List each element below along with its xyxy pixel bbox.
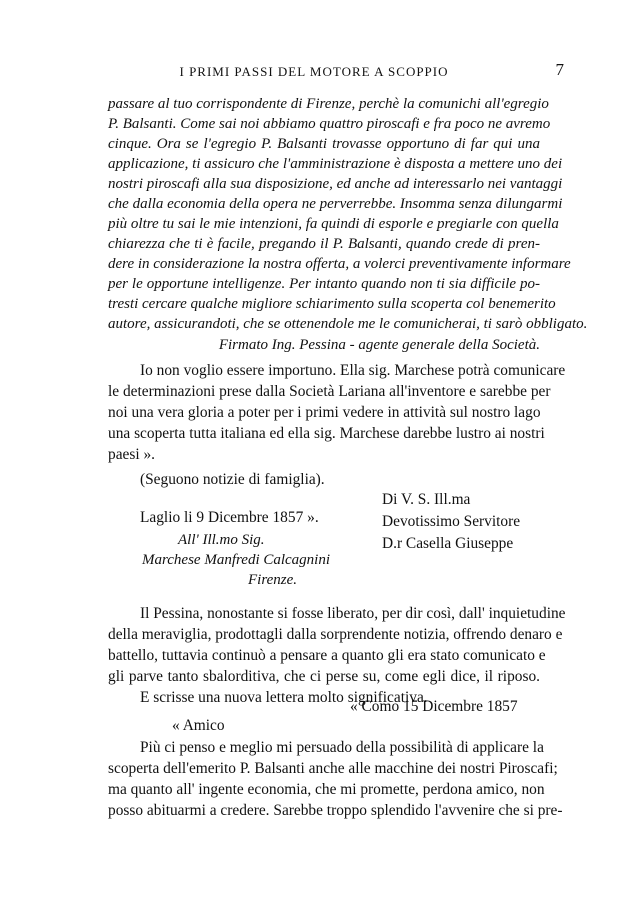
closing-line: Di V. S. Ill.ma — [382, 491, 471, 508]
quote-line: P. Balsanti. Come sai noi abbiamo quattro piroscafi e fra poco ne avremo — [108, 116, 551, 132]
quote-line: tresti cercare qualche migliore schiarimento sulla scoperta col benemerito — [108, 296, 556, 312]
quote-line: nostri piroscafi alla sua disposizione, ed anche ad interessarlo nei vantaggi — [108, 176, 563, 192]
quote-line: passare al tuo corrispondente di Firenze, perchè la comunichi all'egregio — [108, 96, 549, 112]
place-date: Laglio li 9 Dicembre 1857 ». — [140, 509, 319, 526]
paragraph-line: posso abituarmi a credere. Sarebbe troppo splendido l'avvenire che si pre- — [108, 802, 563, 819]
page-header — [0, 60, 628, 82]
paragraph-line: ma quanto all' ingente economia, che mi promette, perdona amico, non — [108, 781, 545, 798]
paragraph-line: gli parve tanto sbalorditiva, che ci perse su, come egli dice, il riposo. — [108, 668, 540, 685]
quote-line: applicazione, ti assicuro che l'amministrazione è disposta a mettere uno dei — [108, 156, 563, 172]
paragraph-line: noi una vera gloria a poter per i primi vedere in attività sul nostro lago — [108, 404, 541, 421]
paragraph-line: Io non voglio essere importuno. Ella sig. Marchese potrà comunicare — [140, 362, 566, 379]
quote-line: chiarezza che ti è facile, pregando il P. Balsanti, quando crede di pren- — [108, 236, 540, 252]
address-line: Marchese Manfredi Calcagnini — [142, 552, 331, 568]
new-letter-date: « Como 15 Dicembre 1857 — [350, 698, 518, 715]
family-note: (Seguono notizie di famiglia). — [140, 471, 325, 488]
paragraph-line: Il Pessina, nonostante si fosse liberato, per dir così, dall' inquietudine — [140, 605, 566, 622]
paragraph-line: scoperta dell'emerito P. Balsanti anche alle macchine dei nostri Piroscafi; — [108, 760, 558, 777]
quote-signature: Firmato Ing. Pessina - agente generale della Società. — [218, 337, 540, 353]
paragraph-line: battello, tuttavia continuò a pensare a quanto gli era stato comunicato e — [108, 647, 546, 664]
paragraph-line: Più ci penso e meglio mi persuado della possibilità di applicare la — [140, 739, 544, 756]
paragraph-line: le determinazioni prese dalla Società Lariana all'inventore e sarebbe per — [108, 383, 551, 400]
quote-line: dere in considerazione la nostra offerta, a volerci preventivamente informare — [108, 256, 571, 272]
paragraph-line: E scrisse una nuova lettera molto significativa. — [140, 689, 428, 706]
running-title: I PRIMI PASSI DEL MOTORE A SCOPPIO — [179, 64, 449, 79]
paragraph-line: della meraviglia, prodottagli dalla sorprendente notizia, offrendo denaro e — [108, 626, 563, 643]
closing-line: Devotissimo Servitore — [382, 513, 521, 530]
quote-line: che dalla economia della opera ne perverrebbe. Insomma senza dilungarmi — [108, 196, 563, 212]
address-line: Firenze. — [248, 572, 298, 588]
quote-line: più oltre tu sai le mie intenzioni, fa quindi di esporle e pregiarle con quella — [108, 216, 559, 232]
quote-line: autore, assicurandoti, che se ottenendole me le comunicherai, ti sarò obbligato. — [108, 316, 588, 332]
paragraph-line: paesi ». — [108, 446, 156, 463]
salutation: « Amico — [172, 717, 225, 734]
quote-line: cinque. Ora se l'egregio P. Balsanti trovasse opportuno di far qui una — [108, 136, 540, 152]
page-number: 7 — [555, 60, 564, 79]
quote-line: per le opportune intelligenze. Per intanto quando non ti sia difficile po- — [108, 276, 540, 292]
address-line: All' Ill.mo Sig. — [178, 532, 265, 548]
closing-line: D.r Casella Giuseppe — [382, 535, 514, 552]
paragraph-line: una scoperta tutta italiana ed ella sig. Marchese darebbe lustro ai nostri — [108, 425, 545, 442]
